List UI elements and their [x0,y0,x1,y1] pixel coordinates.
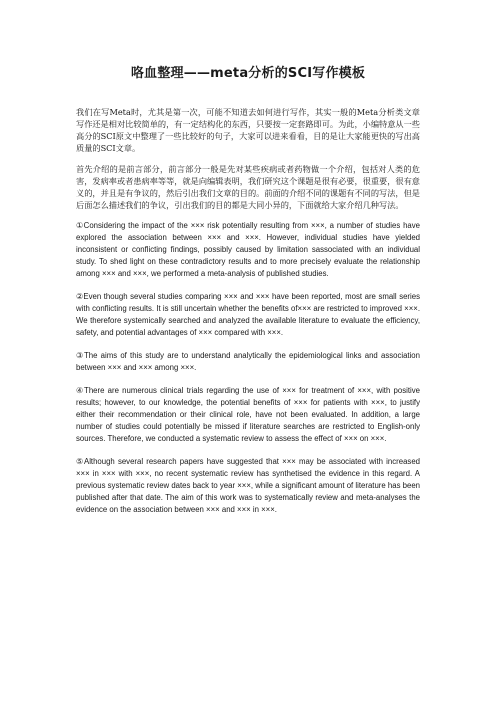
intro-paragraph-2: 首先介绍的是前言部分，前言部分一般是先对某些疾病或者药物做一个介绍，包括对人类的危害，发病率或者患病率等等，就是向编辑表明，我们研究这个课题是很有必要，很重要，很有意义的，并且是有争议的，然后引出我们文章的目的。前面的介绍不同的课题有不同的写法，但是后面怎么描述我们的争议，引出我们的目的都是大同小异的，下面就给大家介绍几种写法。 [76,164,420,210]
template-sentence-5: ⑤Although several research papers have suggested that ××× may be associated with increased ××× in ××× with ×××, no recent systematic review has synthetised the evidence in this regard. A previous systematic review dates back to year ×××, while a significant amount of literature has been published after that date. The aim of this work was to systematically review and meta-analyses the evidence on the association between ××× and ××× in ×××. [76,457,420,514]
template-sentence-2: ②Even though several studies comparing ××× and ××× have been reported, most are small series with conflicting results. It is still uncertain whether the benefits of××× are restricted to improved ×××. We therefore systemically searched and analyzed the available literature to evaluate the efficiency, safety, and potential advantages of ××× compared with ×××. [76,292,420,337]
document-title: 咯血整理——meta分析的SCI写作模板 [130,66,366,81]
intro-paragraph-1: 我们在写Meta时，尤其是第一次，可能不知道去如何进行写作，其实一般的Meta分析类文章写作还是相对比较简单的，有一定结构化的东西，只要按一定套路即可。为此，小编特意从一些高分的SCI原文中整理了一些比较好的句子，大家可以进来看看，目的是让大家能更快的写出高质量的SCI文章。 [76,107,420,153]
template-sentence-3: ③The aims of this study are to understand analytically the epidemiological links and association between ××× and ××× among ×××. [76,351,420,372]
template-sentence-4: ④There are numerous clinical trials regarding the use of ××× for treatment of ×××, with positive results; however, to our knowledge, the potential benefits of ××× for patients with ×××, to justify either their recommendation or their clinical role, have not been evaluated. In addition, a large number of studies could potentially be missed if literature searches are restricted to English-only sources. Therefore, we conducted a systematic review to assess the effect of ××× on ×××. [76,386,420,443]
template-sentence-1: ①Considering the impact of the ××× risk potentially resulting from ×××, a number of studies have explored the association between ××× and ×××. However, individual studies have yielded inconsistent or conflicting findings, possibly caused by limitation sassociated with an individual study. To shed light on these contradictory results and to more precisely evaluate the relationship among ××× and ×××, we performed a meta-analysis of published studies. [76,221,420,278]
